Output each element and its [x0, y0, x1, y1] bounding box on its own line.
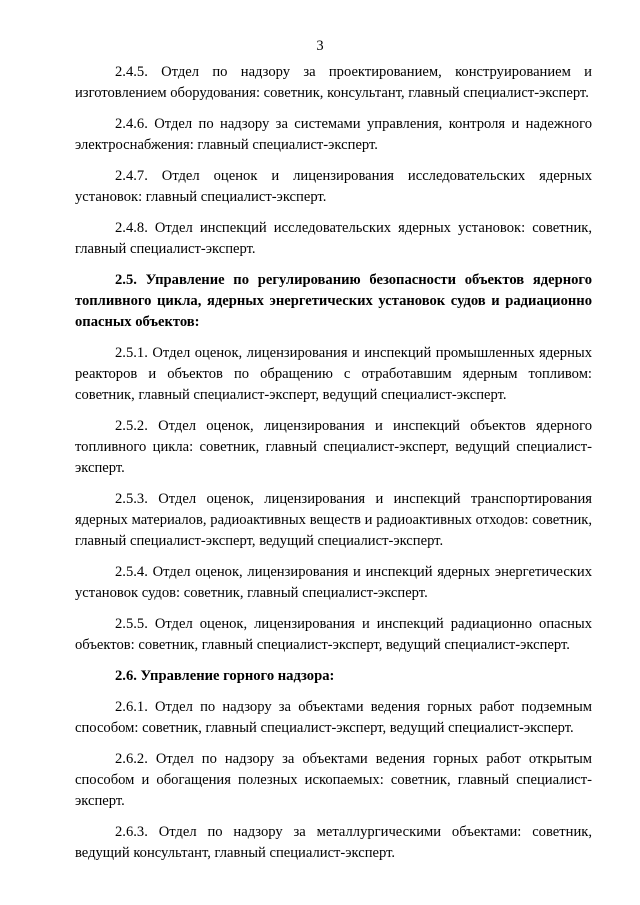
paragraph-2-5-1: 2.5.1. Отдел оценок, лицензирования и инспекций промышленных ядерных реакторов и объектов по обращению с отработавшим ядерным топливом: советник, главный специалист-эксперт, ведущий специалист-эксперт.	[75, 345, 592, 403]
paragraph-2-6-2: 2.6.2. Отдел по надзору за объектами ведения горных работ открытым способом и обогащения полезных ископаемых: советник, главный специалист-эксперт.	[75, 751, 592, 809]
paragraph-2-4-6: 2.4.6. Отдел по надзору за системами управления, контроля и надежного электроснабжения: главный специалист-эксперт.	[75, 116, 592, 153]
paragraph-2-5-4: 2.5.4. Отдел оценок, лицензирования и инспекций ядерных энергетических установок судов: советник, главный специалист-эксперт.	[75, 564, 592, 601]
section-heading-2-5: 2.5. Управление по регулированию безопасности объектов ядерного топливного цикла, ядерных энергетических установок судов и радиационно опасных объектов:	[75, 272, 592, 330]
paragraph-2-5-3: 2.5.3. Отдел оценок, лицензирования и инспекций транспортирования ядерных материалов, радиоактивных веществ и радиоактивных отходов: советник, главный специалист-эксперт, ведущий специалист-эксперт.	[75, 491, 592, 549]
section-heading-2-6: 2.6. Управление горного надзора:	[115, 668, 335, 684]
document-body	[75, 62, 592, 874]
paragraph-2-5-5: 2.5.5. Отдел оценок, лицензирования и инспекций радиационно опасных объектов: советник, главный специалист-эксперт, ведущий специалист-эксперт.	[75, 616, 592, 653]
paragraph-2-5-2: 2.5.2. Отдел оценок, лицензирования и инспекций объектов ядерного топливного цикла: советник, главный специалист-эксперт, ведущий специалист-эксперт.	[75, 418, 592, 476]
page-number: 3	[316, 38, 324, 54]
paragraph-2-4-5: 2.4.5. Отдел по надзору за проектированием, конструированием и изготовлением оборудования: советник, консультант, главный специалист-эксперт.	[75, 64, 592, 101]
paragraph-2-6-3: 2.6.3. Отдел по надзору за металлургическими объектами: советник, ведущий консультант, главный специалист-эксперт.	[75, 824, 592, 861]
paragraph-2-6-1: 2.6.1. Отдел по надзору за объектами ведения горных работ подземным способом: советник, главный специалист-эксперт, ведущий специалист-эксперт.	[75, 699, 592, 736]
paragraph-2-4-7: 2.4.7. Отдел оценок и лицензирования исследовательских ядерных установок: главный специалист-эксперт.	[75, 168, 592, 205]
paragraph-2-4-8: 2.4.8. Отдел инспекций исследовательских ядерных установок: советник, главный специалист-эксперт.	[75, 220, 592, 257]
